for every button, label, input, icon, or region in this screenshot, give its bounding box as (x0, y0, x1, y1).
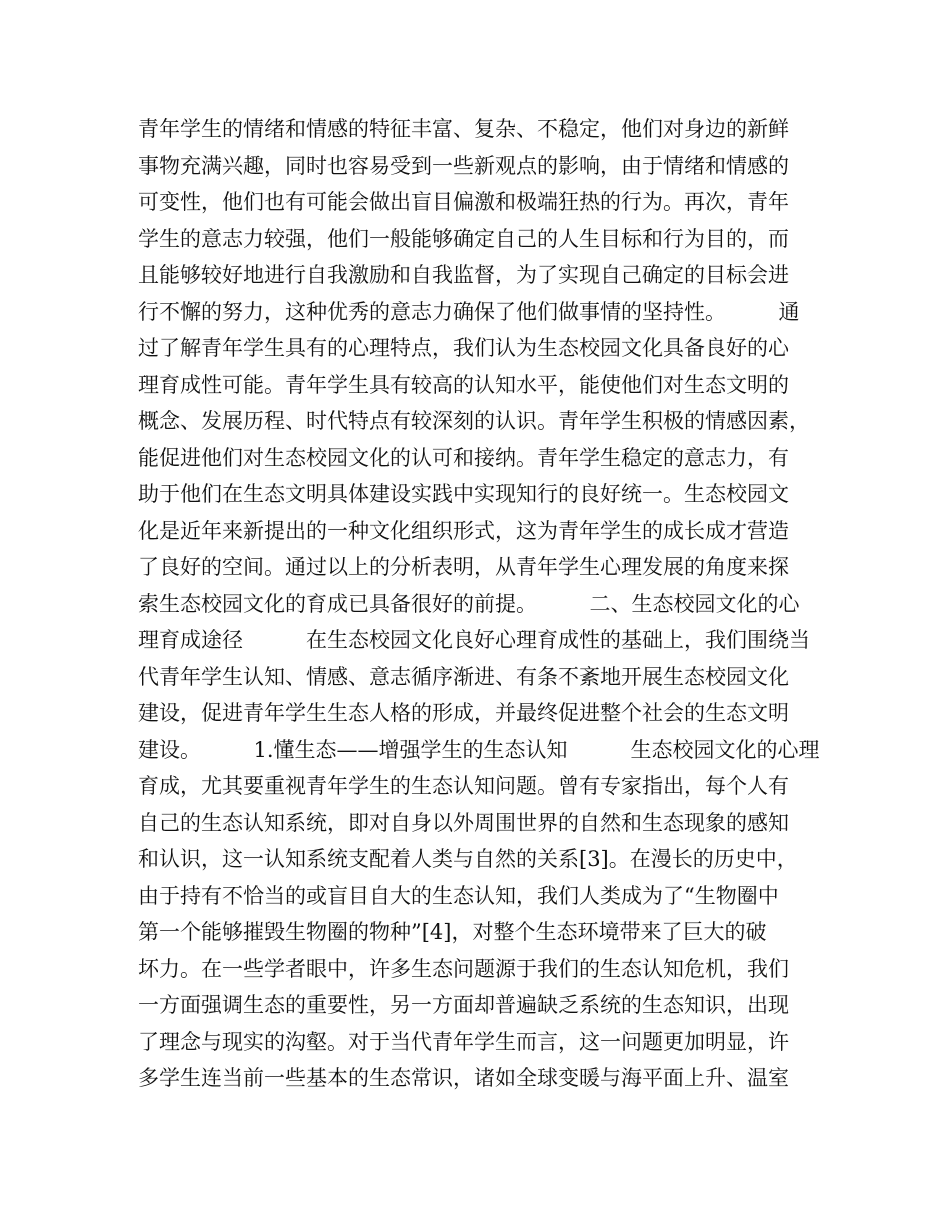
text-line: 了良好的空间。通过以上的分析表明，从青年学生心理发展的角度来探 (138, 555, 789, 579)
body-text (138, 111, 828, 1097)
text-line: 学生的意志力较强，他们一般能够确定自己的人生目标和行为目的，而 (138, 226, 789, 251)
text-line: 第一个能够摧毁生物圈的物种”[4]，对整个生态环境带来了巨大的破 (138, 920, 767, 944)
text-line: 建设，促进青年学生生态人格的形成，并最终促进整个社会的生态文明 (138, 701, 789, 725)
text-line: 且能够较好地进行自我激励和自我监督，为了实现自己确定的目标会进 (138, 263, 789, 287)
text-line: 可变性，他们也有可能会做出盲目偏激和极端狂热的行为。再次，青年 (138, 190, 789, 214)
text-line: 事物充满兴趣，同时也容易受到一些新观点的影响，由于情绪和情感的 (138, 153, 789, 178)
text-line: 过了解青年学生具有的心理特点，我们认为生态校园文化具备良好的心 (138, 336, 789, 360)
text-line: 一方面强调生态的重要性，另一方面却普遍缺乏系统的生态知识，出现 (138, 993, 789, 1017)
text-line: 青年学生的情绪和情感的特征丰富、复杂、不稳定，他们对身边的新鲜 (138, 117, 789, 141)
text-line: 助于他们在生态文明具体建设实践中实现知行的良好统一。生态校园文 (138, 482, 789, 506)
text-line: 能促进他们对生态校园文化的认可和接纳。青年学生稳定的意志力，有 (138, 445, 789, 470)
text-line: 索生态校园文化的育成已具备很好的前提。 二、生态校园文化的心 (138, 591, 800, 616)
text-line: 育成，尤其要重视青年学生的生态认知问题。曾有专家指出，每个人有 (138, 774, 789, 798)
text-line: 建设。 1.懂生态——增强学生的生态认知 生态校园文化的心理 (138, 737, 820, 762)
text-line: 了理念与现实的沟壑。对于当代青年学生而言，这一问题更加明显，许 (138, 1029, 789, 1054)
text-line: 坏力。在一些学者眼中，许多生态问题源于我们的生态认知危机，我们 (138, 956, 789, 981)
text-line: 自己的生态认知系统，即对自身以外周围世界的自然和生态现象的感知 (138, 810, 789, 835)
text-line: 代青年学生认知、情感、意志循序渐进、有条不紊地开展生态校园文化 (138, 664, 789, 689)
text-line: 由于持有不恰当的或盲目自大的生态认知，我们人类成为了“生物圈中 (138, 883, 779, 908)
text-line: 理育成途径 在生态校园文化良好心理育成性的基础上，我们围绕当 (138, 628, 810, 652)
text-line: 化是近年来新提出的一种文化组织形式，这为青年学生的成长成才营造 (138, 518, 789, 543)
text-line: 和认识，这一认知系统支配着人类与自然的关系[3]。在漫长的历史中， (138, 847, 798, 871)
text-line: 概念、发展历程、时代特点有较深刻的认识。青年学生积极的情感因素， (138, 409, 810, 433)
text-line: 理育成性可能。青年学生具有较高的认知水平，能使他们对生态文明的 (138, 372, 789, 397)
text-line: 行不懈的努力，这种优秀的意志力确保了他们做事情的坚持性。 通 (138, 299, 800, 324)
text-line: 多学生连当前一些基本的生态常识，诸如全球变暖与海平面上升、温室 (138, 1066, 789, 1090)
